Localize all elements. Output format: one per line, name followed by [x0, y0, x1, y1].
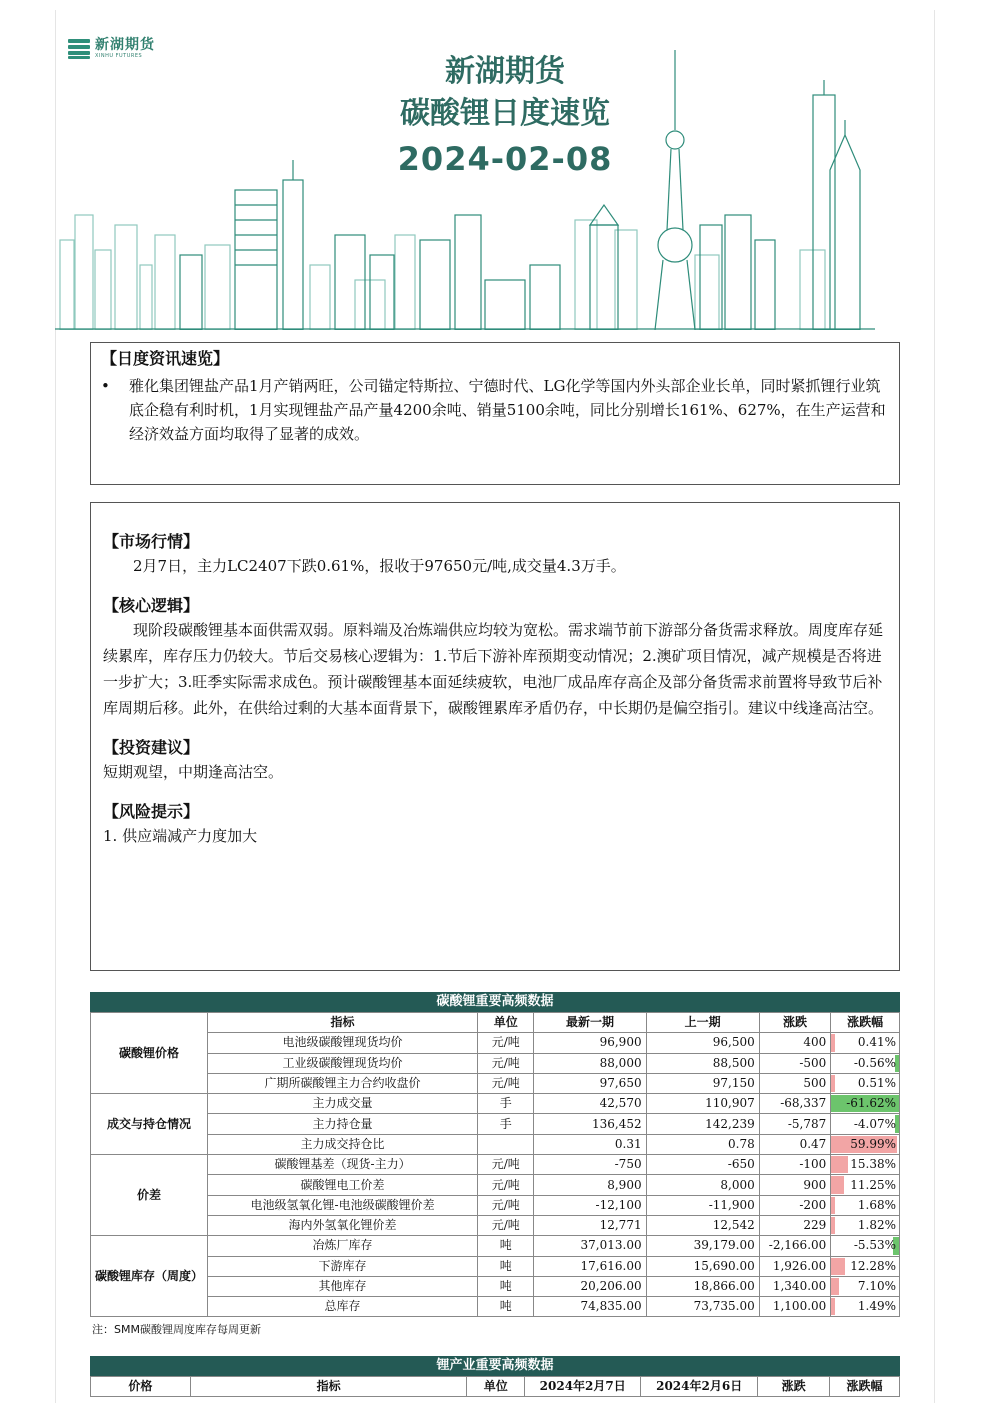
change-pct-cell: [831, 1297, 900, 1317]
latest-value-cell: 12,771: [534, 1215, 646, 1235]
indicator-cell: 总库存: [208, 1297, 478, 1317]
table2-header-cell: 2024年2月6日: [641, 1377, 758, 1397]
change-pct-cell: [831, 1033, 900, 1053]
market-text: 2月7日，主力LC2407下跌0.61%，报收于97650元/吨,成交量4.3万手。: [133, 557, 626, 575]
latest-value-cell: 97,650: [534, 1073, 646, 1093]
change-pct-value: 11.25%: [850, 1177, 896, 1192]
previous-value-cell: 0.78: [646, 1134, 759, 1154]
daily-news-box: [90, 342, 900, 485]
latest-value-cell: 74,835.00: [534, 1297, 646, 1317]
indicator-cell: 碳酸锂基差（现货-主力）: [208, 1155, 478, 1175]
risk-heading: 【风险提示】: [103, 802, 200, 821]
table2-header-cell: 涨跌: [758, 1377, 830, 1397]
unit-cell: 元/吨: [478, 1175, 534, 1195]
change-cell: -500: [759, 1053, 831, 1073]
change-pct-value: 1.82%: [857, 1218, 896, 1233]
row-category: 碳酸锂价格: [91, 1013, 208, 1094]
indicator-cell: 冶炼厂库存: [208, 1236, 478, 1256]
table-row: [91, 1094, 900, 1114]
change-pct-value: -0.56%: [853, 1055, 896, 1070]
change-pct-cell: [831, 1134, 900, 1154]
table-row: [91, 1073, 900, 1093]
unit-cell: 手: [478, 1094, 534, 1114]
previous-value-cell: 39,179.00: [646, 1236, 759, 1256]
unit-cell: 元/吨: [478, 1155, 534, 1175]
previous-value-cell: 97,150: [646, 1073, 759, 1093]
previous-value-cell: 110,907: [646, 1094, 759, 1114]
indicator-cell: 下游库存: [208, 1256, 478, 1276]
change-pct-cell: [831, 1073, 900, 1093]
table2-header-cell: 指标: [190, 1377, 466, 1397]
table2-title: 锂产业重要高频数据: [90, 1356, 900, 1376]
table-note: 注：SMM碳酸锂周度库存每周更新: [92, 1323, 261, 1336]
risk-text: 1. 供应端减产力度加大: [103, 827, 258, 845]
advice-text: 短期观望，中期逢高沽空。: [103, 763, 284, 781]
logic-text: 现阶段碳酸锂基本面供需双弱。原料端及冶炼端供应均较为宽松。需求端节前下游部分备货需求释放。周度库存延续累库，库存压力仍较大。节后交易核心逻辑为：1.节后下游补库预期变动情况；2.澳矿项目情况，减产规模是否将进一步扩大；3.旺季实际需求成色。预计碳酸锂基本面延续疲软，电池厂成品库存高企及部分备货需求前置将导致节后补库周期后移。此外，在供给过剩的大基本面背景下，碳酸锂累库矛盾仍存，中长期仍是偏空指引。建议中线逢高沽空。: [103, 621, 884, 717]
unit-cell: 吨: [478, 1297, 534, 1317]
table1-header-cell: 单位: [478, 1013, 534, 1033]
indicator-cell: 工业级碳酸锂现货均价: [208, 1053, 478, 1073]
change-pct-cell: [831, 1236, 900, 1256]
change-cell: 1,100.00: [759, 1297, 831, 1317]
report-company-title: 新湖期货: [445, 54, 565, 89]
logo-name: 新湖期货: [95, 37, 155, 53]
unit-cell: 吨: [478, 1256, 534, 1276]
unit-cell: 元/吨: [478, 1033, 534, 1053]
news-heading: 【日度资讯速览】: [101, 349, 230, 368]
change-pct-value: 1.68%: [857, 1197, 896, 1212]
previous-value-cell: -650: [646, 1155, 759, 1175]
table-row: [91, 1134, 900, 1154]
logo-english: XINHU FUTURES: [95, 53, 143, 59]
change-cell: 900: [759, 1175, 831, 1195]
previous-value-cell: -11,900: [646, 1195, 759, 1215]
change-cell: -200: [759, 1195, 831, 1215]
row-category: 价差: [91, 1155, 208, 1236]
previous-value-cell: 15,690.00: [646, 1256, 759, 1276]
change-cell: 229: [759, 1215, 831, 1235]
change-pct-value: -61.62%: [846, 1096, 896, 1111]
change-pct-value: 0.41%: [857, 1035, 896, 1050]
table-row: [91, 1297, 900, 1317]
indicator-cell: 电池级碳酸锂现货均价: [208, 1033, 478, 1053]
change-pct-value: 0.51%: [857, 1076, 896, 1091]
indicator-cell: 主力成交量: [208, 1094, 478, 1114]
change-cell: -100: [759, 1155, 831, 1175]
table-row: [91, 1053, 900, 1073]
table-row: [91, 1155, 900, 1175]
unit-cell: 手: [478, 1114, 534, 1134]
table-row: [91, 1114, 900, 1134]
table1-title: 碳酸锂重要高频数据: [90, 992, 900, 1012]
table1-header-cell: 上一期: [646, 1013, 759, 1033]
change-pct-value: 12.28%: [850, 1258, 896, 1273]
previous-value-cell: 142,239: [646, 1114, 759, 1134]
change-pct-cell: [831, 1094, 900, 1114]
change-pct-value: 15.38%: [850, 1157, 896, 1172]
indicator-cell: 海内外氢氧化锂价差: [208, 1215, 478, 1235]
table2-header-cell: 价格: [91, 1377, 191, 1397]
change-pct-cell: [831, 1114, 900, 1134]
report-date: 2024-02-08: [397, 140, 613, 178]
change-cell: 1,340.00: [759, 1276, 831, 1296]
logic-heading: 【核心逻辑】: [103, 596, 200, 615]
table2-header-cell: 单位: [467, 1377, 525, 1397]
indicator-cell: 广期所碳酸锂主力合约收盘价: [208, 1073, 478, 1093]
latest-value-cell: 8,900: [534, 1175, 646, 1195]
latest-value-cell: 37,013.00: [534, 1236, 646, 1256]
change-pct-value: 7.10%: [857, 1279, 896, 1293]
row-category: 碳酸锂库存（周度）: [91, 1236, 208, 1317]
change-cell: 400: [759, 1033, 831, 1053]
unit-cell: 吨: [478, 1236, 534, 1256]
table-row: [91, 1236, 900, 1256]
indicator-cell: 主力成交持仓比: [208, 1134, 478, 1154]
table-row: [91, 1215, 900, 1235]
analysis-box: [90, 502, 900, 971]
unit-cell: 吨: [478, 1276, 534, 1296]
table1-header-row: [91, 1013, 900, 1033]
table-row: [91, 1033, 900, 1053]
change-pct-value: 1.49%: [857, 1299, 896, 1314]
latest-value-cell: 17,616.00: [534, 1256, 646, 1276]
previous-value-cell: 12,542: [646, 1215, 759, 1235]
latest-value-cell: 96,900: [534, 1033, 646, 1053]
change-pct-cell: [831, 1175, 900, 1195]
unit-cell: 元/吨: [478, 1073, 534, 1093]
latest-value-cell: 20,206.00: [534, 1276, 646, 1296]
change-cell: 1,926.00: [759, 1256, 831, 1276]
bullet-icon: •: [101, 377, 110, 395]
table-row: [91, 1276, 900, 1296]
latest-value-cell: 42,570: [534, 1094, 646, 1114]
latest-value-cell: -750: [534, 1155, 646, 1175]
indicator-cell: 碳酸锂电工价差: [208, 1175, 478, 1195]
change-pct-cell: [831, 1195, 900, 1215]
table1-header-cell: 涨跌幅: [831, 1013, 900, 1033]
change-cell: 500: [759, 1073, 831, 1093]
previous-value-cell: 96,500: [646, 1033, 759, 1053]
change-cell: -2,166.00: [759, 1236, 831, 1256]
latest-value-cell: 136,452: [534, 1114, 646, 1134]
unit-cell: 元/吨: [478, 1053, 534, 1073]
table1-header-cell: 指标: [208, 1013, 478, 1033]
table2-header-cell: 涨跌幅: [830, 1377, 900, 1397]
lithium-carbonate-data-table: [90, 1012, 900, 1317]
table1-header-cell: 最新一期: [534, 1013, 646, 1033]
table1-header-cell: 涨跌: [759, 1013, 831, 1033]
indicator-cell: 主力持仓量: [208, 1114, 478, 1134]
previous-value-cell: 73,735.00: [646, 1297, 759, 1317]
unit-cell: 元/吨: [478, 1215, 534, 1235]
market-heading: 【市场行情】: [103, 532, 200, 551]
report-title: 碳酸锂日度速览: [400, 96, 610, 131]
change-pct-cell: [831, 1215, 900, 1235]
latest-value-cell: -12,100: [534, 1195, 646, 1215]
indicator-cell: 其他库存: [208, 1276, 478, 1296]
change-pct-value: 59.99%: [850, 1136, 896, 1151]
advice-heading: 【投资建议】: [103, 738, 200, 757]
change-pct-value: -4.07%: [853, 1116, 896, 1131]
table-row: [91, 1175, 900, 1195]
change-pct-cell: [831, 1053, 900, 1073]
change-cell: -5,787: [759, 1114, 831, 1134]
latest-value-cell: 0.31: [534, 1134, 646, 1154]
unit-cell: [478, 1134, 534, 1154]
change-cell: 0.47: [759, 1134, 831, 1154]
table-row: [91, 1256, 900, 1276]
lithium-industry-data-table: [90, 1376, 900, 1397]
change-pct-cell: [831, 1155, 900, 1175]
change-cell: -68,337: [759, 1094, 831, 1114]
table2-header-cell: 2024年2月7日: [525, 1377, 641, 1397]
change-pct-value: -5.53%: [853, 1238, 896, 1253]
table2-header-row: [91, 1377, 900, 1397]
latest-value-cell: 88,000: [534, 1053, 646, 1073]
previous-value-cell: 8,000: [646, 1175, 759, 1195]
news-text: 雅化集团锂盐产品1月产销两旺，公司锚定特斯拉、宁德时代、LG化学等国内外头部企业长单，同时紧抓锂行业筑底企稳有利时机，1月实现锂盐产品产量4200余吨、销量5100余吨，同比分别增长161%、627%，在生产运营和经济效益方面均取得了显著的成效。: [129, 377, 886, 443]
previous-value-cell: 18,866.00: [646, 1276, 759, 1296]
unit-cell: 元/吨: [478, 1195, 534, 1215]
indicator-cell: 电池级氢氧化锂-电池级碳酸锂价差: [208, 1195, 478, 1215]
report-title-block: [370, 52, 640, 182]
change-pct-cell: [831, 1256, 900, 1276]
change-pct-cell: [831, 1276, 900, 1296]
row-category: 成交与持仓情况: [91, 1094, 208, 1155]
table-row: [91, 1195, 900, 1215]
previous-value-cell: 88,500: [646, 1053, 759, 1073]
